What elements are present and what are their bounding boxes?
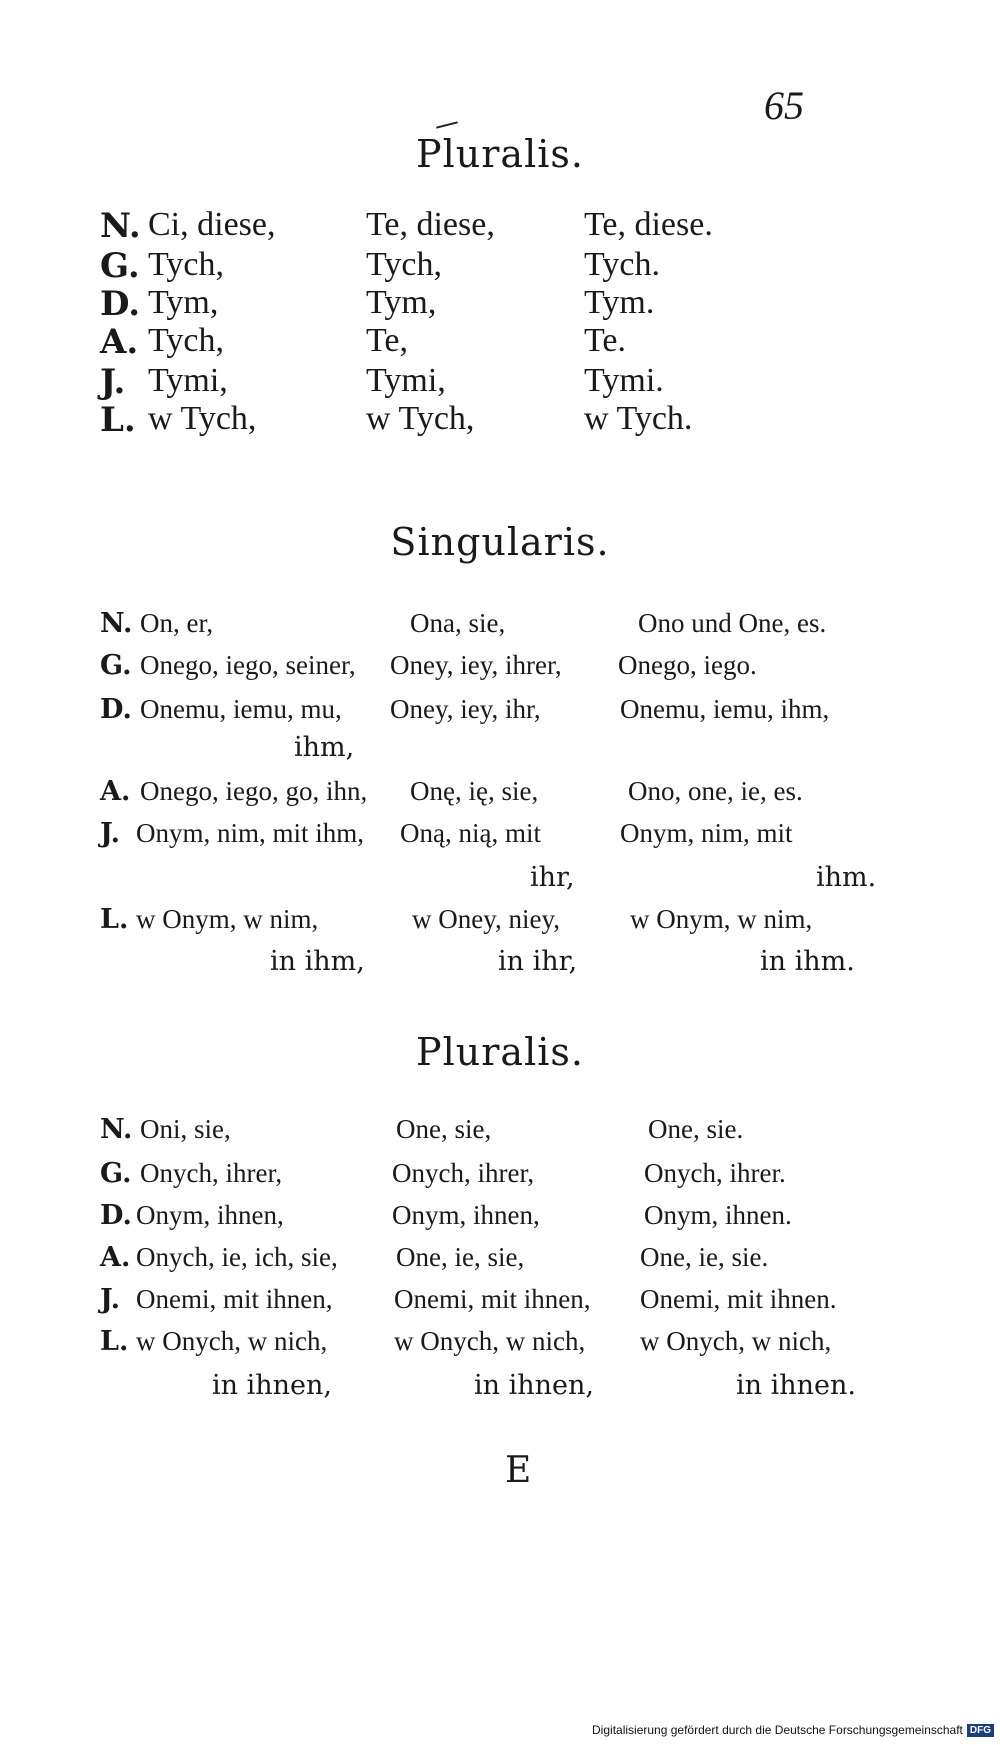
table-row — [100, 1242, 900, 1284]
case-label: G. — [100, 1158, 132, 1189]
table-row — [100, 608, 900, 650]
feminine-form: Oney, iey, ihr, — [390, 694, 541, 724]
case-label: J. — [100, 362, 126, 402]
masculine-form: Onemu, iemu, mu, — [140, 694, 342, 724]
feminine-form: Te, diese, — [366, 206, 495, 243]
masculine-form: Onym, nim, mit ihm, — [136, 818, 365, 848]
table-row — [100, 1284, 900, 1326]
credit-text: Digitalisierung gefördert durch die Deutsche Forschungsgemeinschaft — [592, 1723, 963, 1737]
masculine-form: w Onych, w nich, — [136, 1326, 328, 1356]
masculine-form: Onym, ihnen, — [136, 1200, 284, 1230]
neuter-form: w Onym, w nim, — [630, 904, 813, 934]
table-row — [100, 904, 900, 946]
masculine-form: ihm, — [294, 732, 355, 763]
table-row — [100, 284, 900, 326]
feminine-form: w Tych, — [366, 400, 475, 437]
neuter-form: Tych. — [584, 246, 660, 283]
case-label: A. — [100, 1242, 131, 1273]
table-row — [100, 246, 900, 288]
case-label: N. — [100, 1114, 133, 1145]
neuter-form: Onym, ihnen. — [644, 1200, 792, 1230]
masculine-form: w Onym, w nim, — [136, 904, 319, 934]
masculine-form: Ci, diese, — [148, 206, 276, 243]
neuter-form: Te, diese. — [584, 206, 713, 243]
catchword: E — [505, 1450, 532, 1491]
case-label: A. — [100, 322, 139, 362]
masculine-form: Tym, — [148, 284, 219, 321]
table-row — [100, 1326, 900, 1368]
neuter-form: Onemu, iemu, ihm, — [620, 694, 830, 724]
neuter-form: Tym. — [584, 284, 655, 321]
case-label: J. — [100, 1284, 121, 1315]
case-label: L. — [100, 1326, 129, 1357]
feminine-form: Ona, sie, — [410, 608, 506, 638]
feminine-form: Onym, ihnen, — [392, 1200, 540, 1230]
feminine-form: w Onych, w nich, — [394, 1326, 586, 1356]
neuter-form: w Onych, w nich, — [640, 1326, 832, 1356]
masculine-form: Tymi, — [148, 362, 228, 399]
printer-mark — [436, 121, 458, 128]
neuter-form: One, ie, sie. — [640, 1242, 769, 1272]
table-row — [100, 206, 900, 248]
feminine-form: One, ie, sie, — [396, 1242, 525, 1272]
feminine-form: Tym, — [366, 284, 437, 321]
case-label: D. — [100, 694, 132, 725]
section-heading-singularis: Singularis. — [390, 520, 610, 564]
neuter-form: Onych, ihrer. — [644, 1158, 786, 1188]
neuter-form: One, sie. — [648, 1114, 744, 1144]
table-row — [100, 818, 900, 860]
table-row — [100, 694, 900, 736]
table-row-continuation — [100, 862, 900, 904]
table-row — [100, 322, 900, 364]
table-row-continuation — [100, 732, 900, 774]
neuter-form: Ono, one, ie, es. — [628, 776, 803, 806]
case-label: D. — [100, 1200, 132, 1231]
table-row — [100, 1158, 900, 1200]
masculine-form: in ihm, — [270, 946, 365, 977]
masculine-form: On, er, — [140, 608, 214, 638]
neuter-form: w Tych. — [584, 400, 693, 437]
masculine-form: w Tych, — [148, 400, 257, 437]
table-row — [100, 1114, 900, 1156]
feminine-form: Onemi, mit ihnen, — [394, 1284, 591, 1314]
neuter-form: in ihm. — [760, 946, 855, 977]
case-label: L. — [100, 904, 129, 935]
case-label: J. — [100, 818, 121, 849]
table-row — [100, 1200, 900, 1242]
table-row — [100, 362, 900, 404]
masculine-form: Onemi, mit ihnen, — [136, 1284, 333, 1314]
neuter-form: Onego, iego. — [618, 650, 757, 680]
neuter-form: Ono und One, es. — [638, 608, 827, 638]
dfg-logo: DFG — [967, 1724, 994, 1737]
table-row-continuation — [100, 946, 900, 988]
feminine-form: ihr, — [530, 862, 575, 893]
neuter-form: Te. — [584, 322, 626, 359]
table-row-continuation — [100, 1370, 900, 1412]
case-label: L. — [100, 400, 136, 440]
feminine-form: Onych, ihrer, — [392, 1158, 535, 1188]
feminine-form: Te, — [366, 322, 408, 359]
feminine-form: One, sie, — [396, 1114, 492, 1144]
table-row — [100, 400, 900, 442]
feminine-form: in ihr, — [498, 946, 578, 977]
masculine-form: in ihnen, — [212, 1370, 332, 1401]
feminine-form: Tymi, — [366, 362, 446, 399]
case-label: G. — [100, 650, 132, 681]
masculine-form: Onego, iego, seiner, — [140, 650, 356, 680]
masculine-form: Tych, — [148, 246, 224, 283]
case-label: G. — [100, 246, 140, 286]
section-heading-pluralis-1: Pluralis. — [416, 132, 584, 176]
neuter-form: Tymi. — [584, 362, 664, 399]
page-number: 65 — [764, 83, 804, 128]
feminine-form: w Oney, niey, — [412, 904, 560, 934]
neuter-form: Onym, nim, mit — [620, 818, 793, 848]
feminine-form: Oną, nią, mit — [400, 818, 541, 848]
neuter-form: Onemi, mit ihnen. — [640, 1284, 837, 1314]
digitization-credit — [592, 1723, 994, 1737]
table-row — [100, 776, 900, 818]
masculine-form: Onych, ihrer, — [140, 1158, 283, 1188]
masculine-form: Onych, ie, ich, sie, — [136, 1242, 338, 1272]
table-row — [100, 650, 900, 692]
case-label: N. — [100, 206, 141, 246]
masculine-form: Oni, sie, — [140, 1114, 231, 1144]
case-label: A. — [100, 776, 131, 807]
masculine-form: Onego, iego, go, ihn, — [140, 776, 368, 806]
feminine-form: Onę, ię, sie, — [410, 776, 539, 806]
case-label: D. — [100, 284, 141, 324]
neuter-form: ihm. — [816, 862, 877, 893]
masculine-form: Tych, — [148, 322, 224, 359]
feminine-form: in ihnen, — [474, 1370, 594, 1401]
section-heading-pluralis-2: Pluralis. — [416, 1030, 584, 1074]
neuter-form: in ihnen. — [736, 1370, 856, 1401]
case-label: N. — [100, 608, 133, 639]
feminine-form: Tych, — [366, 246, 442, 283]
feminine-form: Oney, iey, ihrer, — [390, 650, 562, 680]
